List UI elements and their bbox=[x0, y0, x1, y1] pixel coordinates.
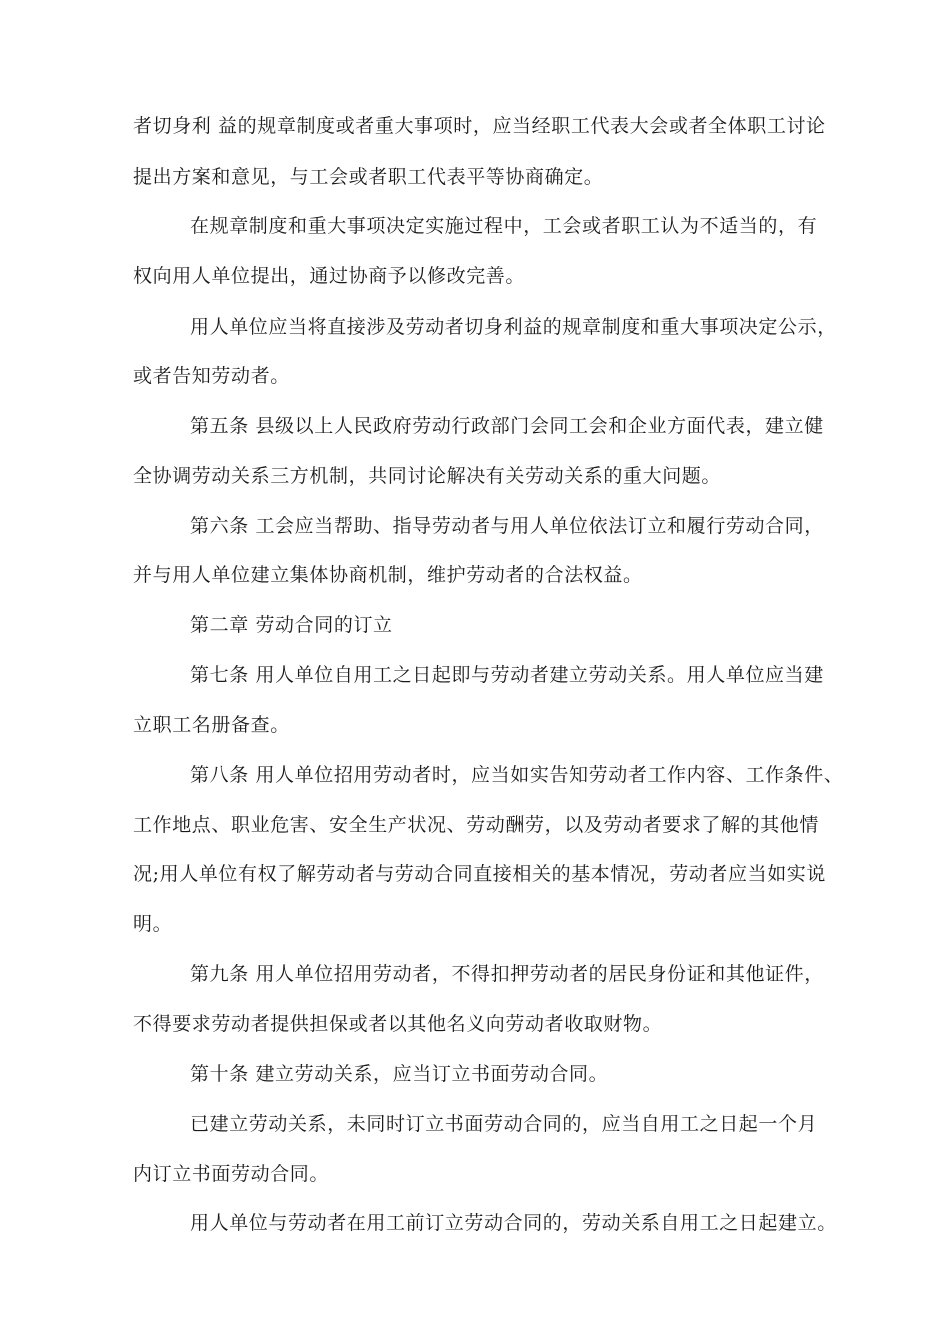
text-line: 内订立书面劳动合同。 bbox=[133, 1163, 330, 1185]
text-line: 第九条 用人单位招用劳动者，不得扣押劳动者的居民身份证和其他证件， bbox=[190, 963, 824, 985]
text-line: 立职工名册备查。 bbox=[133, 714, 290, 736]
text-line: 第八条 用人单位招用劳动者时，应当如实告知劳动者工作内容、工作条件、 bbox=[190, 764, 844, 786]
text-line: 全协调劳动关系三方机制，共同讨论解决有关劳动关系的重大问题。 bbox=[133, 465, 722, 487]
text-line: 第六条 工会应当帮助、指导劳动者与用人单位依法订立和履行劳动合同， bbox=[190, 515, 824, 537]
text-line: 用人单位与劳动者在用工前订立劳动合同的，劳动关系自用工之日起建立。 bbox=[190, 1212, 837, 1234]
text-line: 提出方案和意见，与工会或者职工代表平等协商确定。 bbox=[133, 166, 604, 188]
text-line: 在规章制度和重大事项决定实施过程中，工会或者职工认为不适当的，有 bbox=[190, 215, 818, 237]
text-line: 工作地点、职业危害、安全生产状况、劳动酬劳，以及劳动者要求了解的其他情 bbox=[133, 814, 820, 836]
text-line: 不得要求劳动者提供担保或者以其他名义向劳动者收取财物。 bbox=[133, 1013, 663, 1035]
text-line: 第七条 用人单位自用工之日起即与劳动者建立劳动关系。用人单位应当建 bbox=[190, 664, 824, 686]
text-line: 况;用人单位有权了解劳动者与劳动合同直接相关的基本情况，劳动者应当如实说 bbox=[133, 863, 827, 885]
text-line: 明。 bbox=[133, 913, 173, 935]
text-line: 者切身利 益的规章制度或者重大事项时，应当经职工代表大会或者全体职工讨论 bbox=[133, 115, 826, 137]
chapter-heading: 第二章 劳动合同的订立 bbox=[190, 614, 393, 636]
text-line: 已建立劳动关系，未同时订立书面劳动合同的，应当自用工之日起一个月 bbox=[190, 1113, 818, 1135]
text-line: 用人单位应当将直接涉及劳动者切身利益的规章制度和重大事项决定公示， bbox=[190, 316, 837, 338]
text-line: 第十条 建立劳动关系，应当订立书面劳动合同。 bbox=[190, 1063, 609, 1085]
text-line: 第五条 县级以上人民政府劳动行政部门会同工会和企业方面代表，建立健 bbox=[190, 415, 824, 437]
text-line: 权向用人单位提出，通过协商予以修改完善。 bbox=[133, 265, 526, 287]
text-line: 并与用人单位建立集体协商机制，维护劳动者的合法权益。 bbox=[133, 564, 643, 586]
text-line: 或者告知劳动者。 bbox=[133, 365, 290, 387]
